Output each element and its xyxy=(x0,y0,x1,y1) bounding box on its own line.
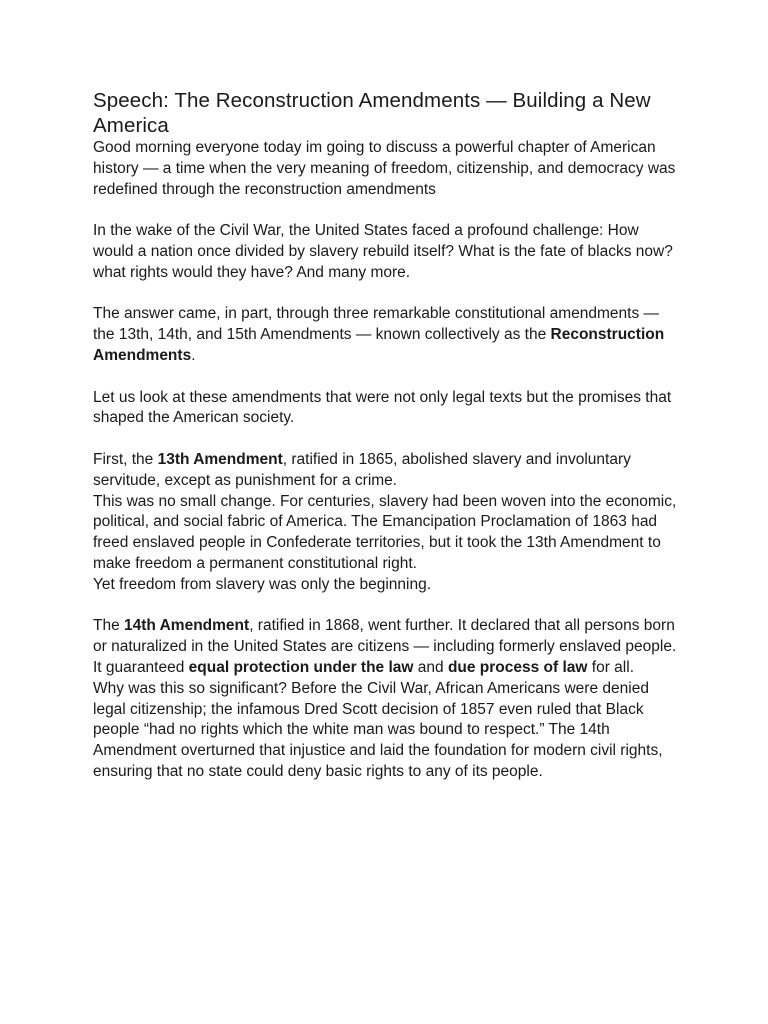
paragraph-line xyxy=(93,575,683,596)
text-run: In the wake of the Civil War, the United States faced a profound challenge: How would a nation once divided by slavery rebuild itself? What is the fate of blacks now? what rights would they have? And many more. xyxy=(93,222,673,281)
paragraph-line xyxy=(93,616,683,678)
bold-term: 14th Amendment xyxy=(124,617,250,635)
text-run: Why was this so significant? Before the Civil War, African Americans were denied legal citizenship; the infamous Dred Scott decision of 1857 even ruled that Black people “had no rights which the white man was bound to respect.” The 14th Amendment overturned that injustice and laid the foundation for modern civil rights, ensuring that no state could deny basic rights to any of its people. xyxy=(93,679,663,780)
text-run: Good morning everyone today im going to discuss a powerful chapter of American history — a time when the very meaning of freedom, citizenship, and democracy was redefined through the reconstruction amendments xyxy=(93,139,676,198)
paragraph-line xyxy=(93,388,683,430)
paragraph-line xyxy=(93,138,683,200)
document-page xyxy=(93,88,683,783)
text-run: . xyxy=(191,346,196,364)
paragraph xyxy=(93,616,683,782)
text-run: The answer came, in part, through three remarkable constitutional amendments — the 13th, 14th, and 15th Amendments — known collectively as the xyxy=(93,305,660,344)
text-run: First, the xyxy=(93,450,158,468)
text-run: , ratified in 1865, abolished slavery and involuntary servitude, except as punishment for a crime. xyxy=(93,450,631,489)
text-run: for all. xyxy=(587,658,634,676)
paragraph xyxy=(93,138,683,200)
bold-term: 13th Amendment xyxy=(157,450,283,468)
bold-term: equal protection under the law xyxy=(188,658,414,676)
paragraph xyxy=(93,388,683,430)
paragraph-line xyxy=(93,450,683,492)
text-run: , ratified in 1868, went further. It declared that all persons born or naturalized in the United States are citizens — including formerly enslaved people. It guaranteed xyxy=(93,617,677,676)
bold-term: Reconstruction Amendments xyxy=(93,326,665,364)
text-run: This was no small change. For centuries, slavery had been woven into the economic, political, and social fabric of America. The Emancipation Proclamation of 1863 had freed enslaved people in Confederate territories, but it took the 13th Amendment to make freedom a permanent constitutional right. xyxy=(93,492,677,572)
paragraph-line xyxy=(93,221,683,283)
bold-term: due process of law xyxy=(447,658,588,676)
text-run: Let us look at these amendments that were not only legal texts but the promises that shaped the American society. xyxy=(93,388,672,427)
text-run: The xyxy=(93,617,125,635)
paragraph-line xyxy=(93,304,683,366)
paragraph xyxy=(93,450,683,596)
paragraph-line xyxy=(93,679,683,783)
paragraph-line xyxy=(93,492,683,575)
paragraph xyxy=(93,304,683,366)
text-run: and xyxy=(413,658,448,676)
paragraph xyxy=(93,221,683,283)
document-body xyxy=(93,138,683,783)
document-title: Speech: The Reconstruction Amendments — Building a New America xyxy=(93,89,651,137)
text-run: Yet freedom from slavery was only the beginning. xyxy=(93,575,432,593)
